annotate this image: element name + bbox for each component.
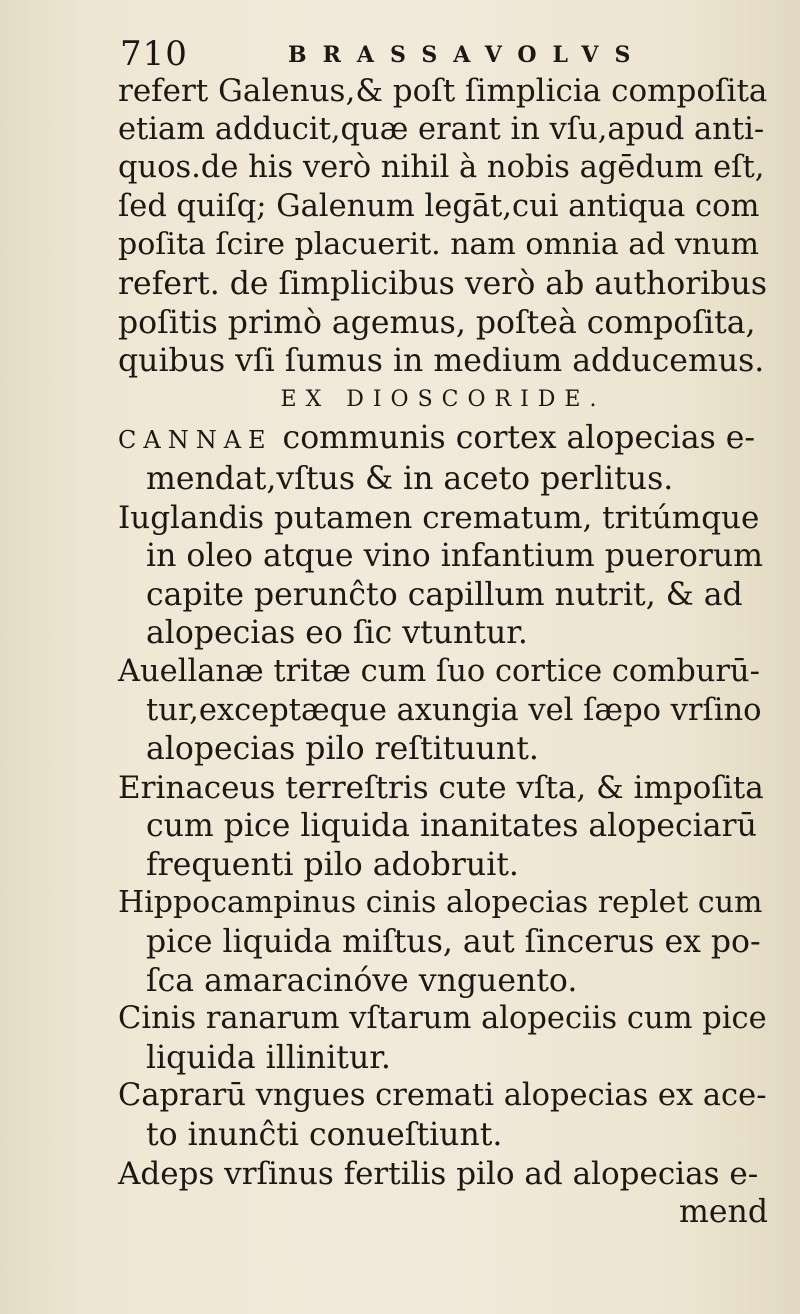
entry-line: in oleo atque vino infantium puerorum xyxy=(146,538,764,575)
page-header xyxy=(120,30,680,74)
section-heading: EX DIOSCORIDE. xyxy=(280,386,606,412)
text-line: quibus vſi ſumus in medium adducemus. xyxy=(118,343,765,380)
text-line: poſitis primò agemus, poſteà compoſita, xyxy=(118,304,756,341)
entry-line: mendat,vſtus & in aceto perlitus. xyxy=(146,460,674,497)
entry-line: Cinis ranarum vſtarum alopeciis cum pice xyxy=(118,1001,767,1037)
entry-line: Adeps vrſinus fertilis pilo ad alopecias e- xyxy=(118,1155,759,1192)
catchword: mend xyxy=(679,1194,768,1231)
entry-line: ſca amaracinóve vnguento. xyxy=(146,962,578,999)
entry-line: cum pice liquida inanitates alopeciarū xyxy=(146,808,757,845)
text-line: ſed quiſq; Galenum legāt,cui antiqua com xyxy=(118,188,760,224)
entry-line: liquida illinitur. xyxy=(146,1039,391,1076)
text-line: refert Galenus,& poſt ſimplicia compoſita xyxy=(118,73,768,109)
text-line: etiam adducit,quæ erant in vſu,apud anti- xyxy=(118,111,765,147)
text-line: quos.de his verò nihil à nobis agēdum eſt, xyxy=(118,150,765,186)
entry-line xyxy=(118,419,768,460)
running-head: BRASSAVOLVS xyxy=(288,42,647,68)
entry-line: Auellanæ tritæ cum ſuo cortice comburū- xyxy=(118,653,760,689)
entry-line: Hippocampinus cinis alopecias replet cum xyxy=(118,885,763,921)
entry-line: alopecias pilo reſtituunt. xyxy=(146,731,539,768)
entry-line: Erinaceus terreſtris cute vſta, & impoſita xyxy=(118,769,764,806)
entry-line: tur,exceptæque axungia vel ſæpo vrſino xyxy=(146,692,762,728)
entry-text: communis cortex alopecias e- xyxy=(272,420,756,457)
body-text xyxy=(118,72,768,1232)
entry-line: to inunĉti conueſtiunt. xyxy=(146,1117,503,1154)
entry-line: pice liquida miſtus, aut ſincerus ex po- xyxy=(146,924,761,961)
entry-line: alopecias eo ſic vtuntur. xyxy=(146,615,528,652)
entry-line: capite perunĉto capillum nutrit, & ad xyxy=(146,576,743,613)
entry-lead-word: CANNAE xyxy=(118,426,273,455)
text-line: refert. de ſimplicibus verò ab authoribus xyxy=(118,265,767,302)
page-number: 710 xyxy=(120,34,188,74)
entry-line: frequenti pilo adobruit. xyxy=(146,846,519,883)
entry-line: Iuglandis putamen crematum, tritúmque xyxy=(118,499,760,536)
entry-line: Caprarū vngues cremati alopecias ex ace- xyxy=(118,1078,767,1114)
text-line: poſita ſcire placuerit. nam omnia ad vnum xyxy=(118,227,759,263)
